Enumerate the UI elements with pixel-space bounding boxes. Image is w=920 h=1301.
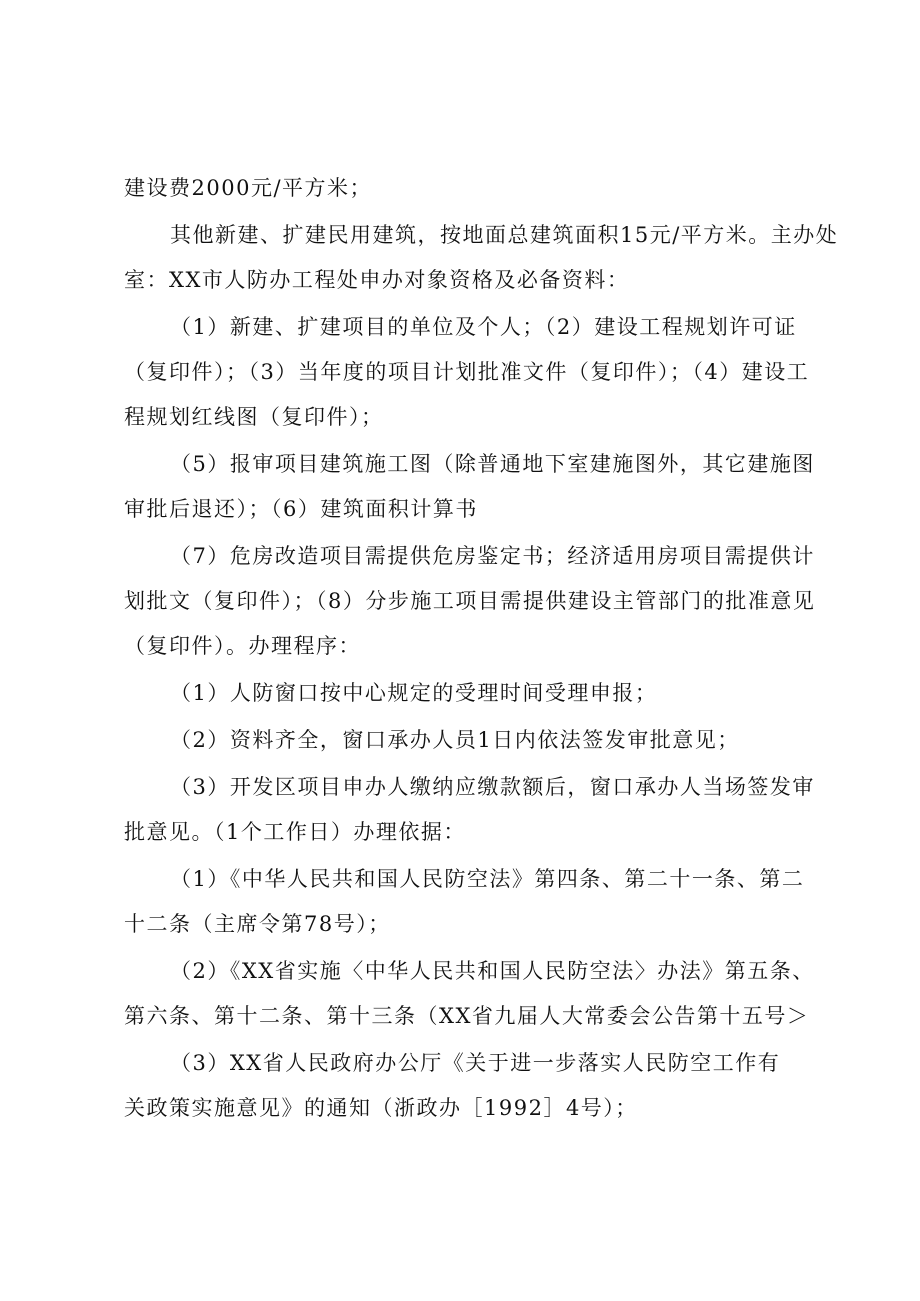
text-line: 关政策实施意见》的通知（浙政办［1992］4号）；	[124, 1096, 638, 1120]
paragraph-materials-7-8	[124, 534, 816, 669]
text-line: 第六条、第十二条、第十三条（XX省九届人大常委会公告第十五号＞	[124, 1004, 810, 1028]
text-line: 划批文（复印件）；（8）分步施工项目需提供建设主管部门的批准意见	[124, 589, 816, 613]
text-line: （复印件）；（3）当年度的项目计划批准文件（复印件）；（4）建设工	[124, 360, 810, 384]
text-line: 其他新建、扩建民用建筑，按地面总建筑面积15元/平方米。主办处	[170, 223, 839, 247]
text-line: （2）《XX省实施〈中华人民共和国人民防空法〉办法》第五条、	[170, 959, 815, 983]
paragraph-basis-2	[124, 949, 815, 1039]
document-body	[124, 166, 839, 1133]
text-line: （1）人防窗口按中心规定的受理时间受理申报；	[170, 681, 658, 705]
text-line: 批意见。（1个工作日）办理依据：	[124, 820, 466, 844]
text-line: （复印件）。办理程序：	[124, 634, 361, 658]
paragraph-basis-1	[124, 857, 804, 947]
paragraph-other-buildings	[124, 213, 839, 303]
text-line: 建设费2000元/平方米；	[124, 176, 373, 200]
paragraph-basis-3	[124, 1041, 804, 1131]
paragraph-materials-1-4	[124, 305, 810, 440]
paragraph-materials-5-6	[124, 442, 815, 532]
text-line: （7）危房改造项目需提供危房鉴定书；经济适用房项目需提供计	[170, 544, 815, 568]
text-line: 十二条（主席令第78号）；	[124, 912, 391, 936]
paragraph-procedure-2	[124, 718, 804, 763]
text-line: （5）报审项目建筑施工图（除普通地下室建施图外，其它建施图	[170, 452, 815, 476]
paragraph-procedure-1	[124, 671, 804, 716]
text-line: （1）《中华人民共和国人民防空法》第四条、第二十一条、第二	[170, 867, 805, 891]
text-line: 室：XX市人防办工程处申办对象资格及必备资料：	[124, 268, 630, 292]
text-line: 程规划红线图（复印件）；	[124, 405, 384, 429]
text-line: （3）开发区项目申办人缴纳应缴款额后，窗口承办人当场签发审	[170, 775, 815, 799]
text-line: 审批后退还）；（6）建筑面积计算书	[124, 497, 478, 521]
text-line: （3）XX省人民政府办公厅《关于进一步落实人民防空工作有	[170, 1051, 781, 1075]
paragraph-procedure-3	[124, 765, 815, 855]
text-line: （1）新建、扩建项目的单位及个人；（2）建设工程规划许可证	[170, 315, 797, 339]
paragraph-fee-rate	[124, 166, 804, 211]
text-line: （2）资料齐全，窗口承办人员1日内依法签发审批意见；	[170, 728, 740, 752]
